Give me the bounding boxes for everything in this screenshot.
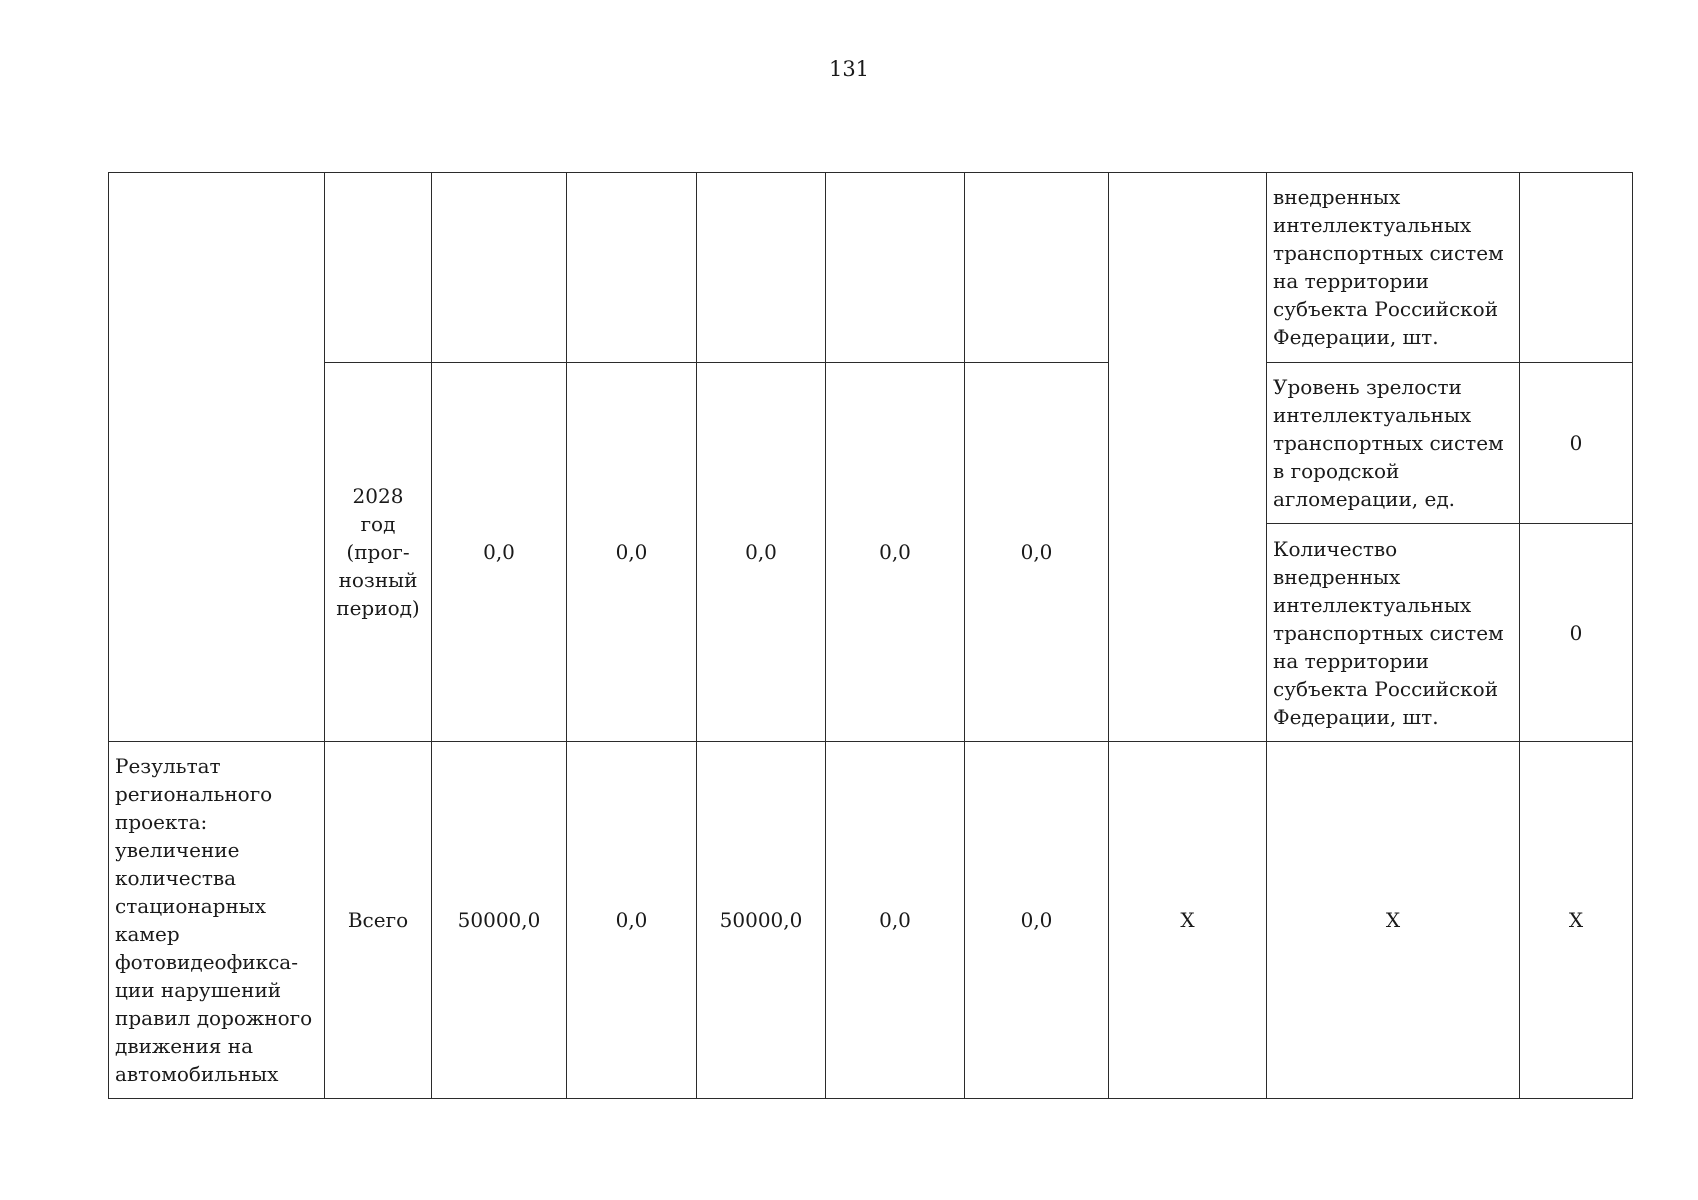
cell-result-local: 0,0: [826, 742, 965, 1099]
cell-period-empty: [325, 173, 432, 363]
budget-table: [108, 172, 1633, 1099]
result-title-text: Результат регионального проекта: увеличение количества стационарных камер фотовидеофикса- ции нарушений правил дорожного движения на автомобильных: [115, 754, 313, 1086]
cell-result-indicator-value: X: [1520, 742, 1633, 1099]
cell-result-period: Всего: [325, 742, 432, 1099]
cell-period-2028: [325, 363, 432, 742]
indicator-maturity-text: Уровень зрелости интеллектуальных транспортных систем в городской агломерации, ед.: [1273, 375, 1504, 511]
cell-result-regional: 50000,0: [697, 742, 826, 1099]
cell-result-title: [109, 742, 325, 1099]
cell-indicator-continuation: [1267, 173, 1520, 363]
cell-2028-local: 0,0: [826, 363, 965, 742]
cell-2028-regional: 0,0: [697, 363, 826, 742]
cell-result-federal: 0,0: [567, 742, 697, 1099]
cell-value-extra-empty: [965, 173, 1109, 363]
table-row-2028-a: [109, 363, 1633, 524]
cell-indicator-maturity: [1267, 363, 1520, 524]
cell-result-indicator: X: [1267, 742, 1520, 1099]
cell-2028-total: 0,0: [432, 363, 567, 742]
cell-indicator-maturity-value: 0: [1520, 363, 1633, 524]
table-row-result: [109, 742, 1633, 1099]
cell-value-local-empty: [826, 173, 965, 363]
indicator-continuation-text: внедренных интеллектуальных транспортных систем на территории субъекта Российской Федерации, шт.: [1273, 185, 1504, 349]
cell-executor-empty: [1109, 173, 1267, 742]
cell-result-extra: 0,0: [965, 742, 1109, 1099]
cell-2028-extra: 0,0: [965, 363, 1109, 742]
table-row-continuation: [109, 173, 1633, 363]
cell-result-name-empty: [109, 173, 325, 742]
cell-result-total: 50000,0: [432, 742, 567, 1099]
cell-value-federal-empty: [567, 173, 697, 363]
cell-indicator-count: [1267, 524, 1520, 742]
indicator-count-text: Количество внедренных интеллектуальных транспортных систем на территории субъекта Российской Федерации, шт.: [1273, 536, 1504, 729]
page-number: 131: [828, 57, 870, 81]
cell-indicator-count-value: 0: [1520, 524, 1633, 742]
cell-value-regional-empty: [697, 173, 826, 363]
cell-indicator-value-empty: [1520, 173, 1633, 363]
period-2028-text: 2028 год (прог- нозный период): [336, 484, 420, 620]
cell-2028-federal: 0,0: [567, 363, 697, 742]
cell-result-executor: X: [1109, 742, 1267, 1099]
cell-value-total-empty: [432, 173, 567, 363]
